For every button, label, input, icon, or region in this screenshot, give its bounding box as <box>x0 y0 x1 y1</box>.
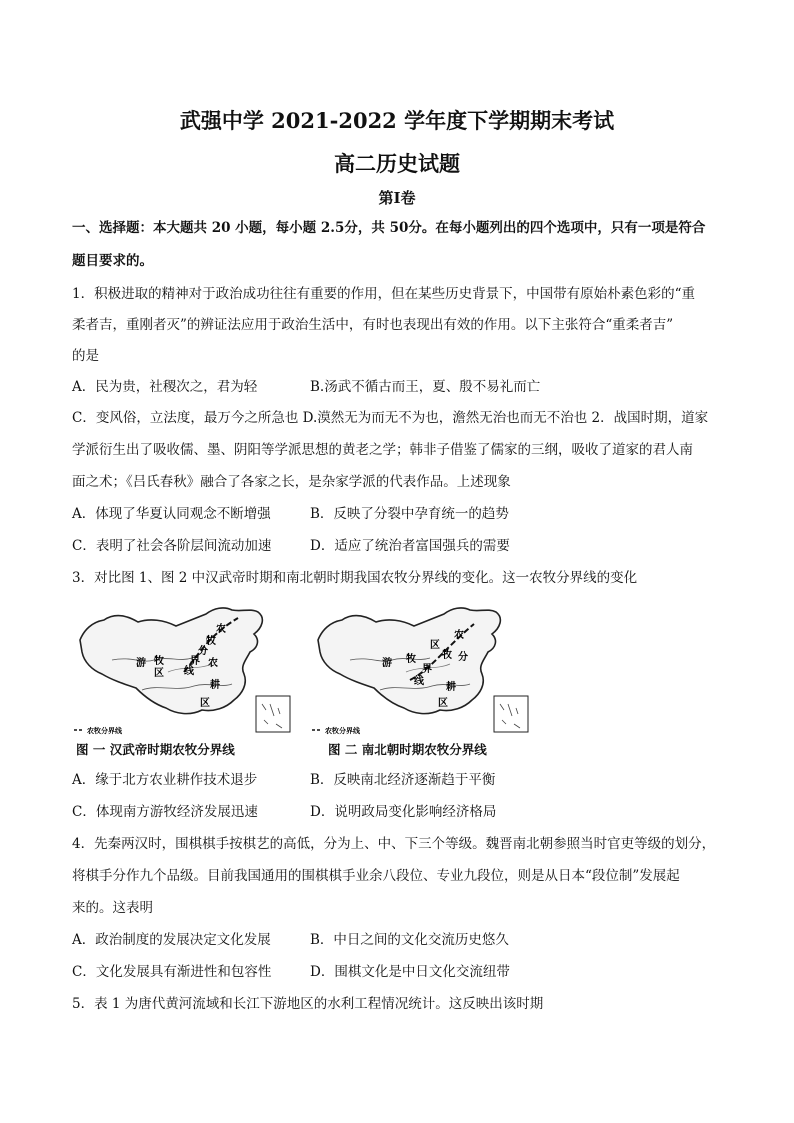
q1-stem-line1: 1．积极进取的精神对于政治成功往往有重要的作用，但在某些历史背景下，中国带有原始朴素色彩的“重 <box>72 286 695 302</box>
map1-label-geng: 耕 <box>210 680 220 691</box>
q2-option-d: D．适应了统治者富国强兵的需要 <box>310 538 510 554</box>
section-instructions-line2: 题目要求的。 <box>72 253 153 269</box>
map1-label-xian: 线 <box>184 666 194 677</box>
map2-label-geng: 耕 <box>446 682 456 693</box>
exam-title: 武强中学 2021-2022 学年度下学期期末考试 <box>179 108 615 133</box>
q1-stem-line3: 的是 <box>72 348 99 364</box>
q4-stem-line1: 4．先秦两汉时，围棋棋手按棋艺的高低，分为上、中、下三个等级。魏晋南北朝参照当时官吏等级的划分， <box>72 836 716 852</box>
q2-option-b: B．反映了分裂中孕育统一的趋势 <box>310 506 509 522</box>
q3-option-c: C．体现南方游牧经济发展迅速 <box>72 804 258 820</box>
map2-label-qu2: 区 <box>438 698 448 709</box>
q4-option-a: A．政治制度的发展决定文化发展 <box>72 932 271 948</box>
map2-label-mu2: 牧 <box>442 650 452 661</box>
section-instructions-line1: 一、选择题：本大题共 20 小题，每小题 2.5分，共 50分。在每小题列出的四个选项中，只有一项是符合 <box>72 220 706 236</box>
q1-option-a: A．民为贵，社稷次之，君为轻 <box>72 379 258 395</box>
map2-label-mu1: 牧 <box>406 654 416 665</box>
map1-label-mu1: 牧 <box>154 656 164 667</box>
q4-stem-line3: 来的。这表明 <box>72 900 153 916</box>
q3-option-a: A．缘于北方农业耕作技术退步 <box>72 772 258 788</box>
map2-label-jie: 界 <box>422 664 432 675</box>
q2-stem-line1: 学派衍生出了吸收儒、墨、阴阳等学派思想的黄老之学；韩非子借鉴了儒家的三纲，吸收了道家的君人南 <box>72 442 693 458</box>
map2-label-you: 游 <box>382 658 392 669</box>
q5-stem: 5．表 1 为唐代黄河流域和长江下游地区的水利工程情况统计。这反映出该时期 <box>72 996 544 1012</box>
q3-option-b: B．反映南北经济逐渐趋于平衡 <box>310 772 496 788</box>
map1-label-nong2: 农 <box>208 658 218 669</box>
map1-label-jie: 界 <box>190 656 200 667</box>
map1-legend: 农牧分界线 <box>87 726 122 735</box>
q4-option-c: C．文化发展具有渐进性和包容性 <box>72 964 272 980</box>
q3-option-d: D．说明政局变化影响经济格局 <box>310 804 497 820</box>
map1-caption: 图 一 汉武帝时期农牧分界线 <box>76 742 235 757</box>
q2-option-c: C．表明了社会各阶层间流动加速 <box>72 538 272 554</box>
map1-label-mu2: 牧 <box>206 636 216 647</box>
q2-stem-line2: 面之术；《吕氏春秋》融合了各家之长，是杂家学派的代表作品。上述现象 <box>72 474 511 490</box>
map-han-wudi <box>72 600 298 736</box>
q3-stem: 3．对比图 1、图 2 中汉武帝时期和南北朝时期我国农牧分界线的变化。这一农牧分界线的变化 <box>72 570 638 586</box>
map1-label-nong1: 农 <box>216 624 226 635</box>
q4-option-d: D．围棋文化是中日文化交流纽带 <box>310 964 510 980</box>
q1-options-cd: C．变风俗，立法度，最万今之所急也 D.漠然无为而无不为也，澹然无治也而无不治也 2．战国时期，道家 <box>72 410 709 426</box>
map1-label-you: 游 <box>136 658 146 669</box>
map2-label-xian: 线 <box>414 676 424 687</box>
map2-caption: 图 二 南北朝时期农牧分界线 <box>328 742 487 757</box>
q1-option-b: B.汤武不循古而王，夏、殷不易礼而亡 <box>310 379 541 395</box>
volume-label: 第Ⅰ卷 <box>378 189 416 207</box>
map2-label-nong: 农 <box>454 630 464 641</box>
q4-option-b: B．中日之间的文化交流历史悠久 <box>310 932 509 948</box>
map1-label-fen: 分 <box>198 646 208 657</box>
map1-label-qu2: 区 <box>200 698 210 709</box>
map2-legend: 农牧分界线 <box>325 726 360 735</box>
q4-stem-line2: 将棋手分作九个品级。目前我国通用的围棋棋手业余八段位、专业九段位，则是从日本“段位制”发展起 <box>72 868 680 884</box>
q2-option-a: A．体现了华夏认同观念不断增强 <box>72 506 271 522</box>
map2-label-qu1: 区 <box>430 640 440 651</box>
map-southern-northern-dynasties <box>310 600 536 736</box>
map1-label-qu1: 区 <box>154 668 164 679</box>
map2-label-fen: 分 <box>458 652 468 663</box>
q1-stem-line2: 柔者吉，重刚者灭”的辨证法应用于政治生活中，有时也表现出有效的作用。以下主张符合“重柔者吉” <box>72 317 674 333</box>
exam-subtitle: 高二历史试题 <box>334 151 460 176</box>
